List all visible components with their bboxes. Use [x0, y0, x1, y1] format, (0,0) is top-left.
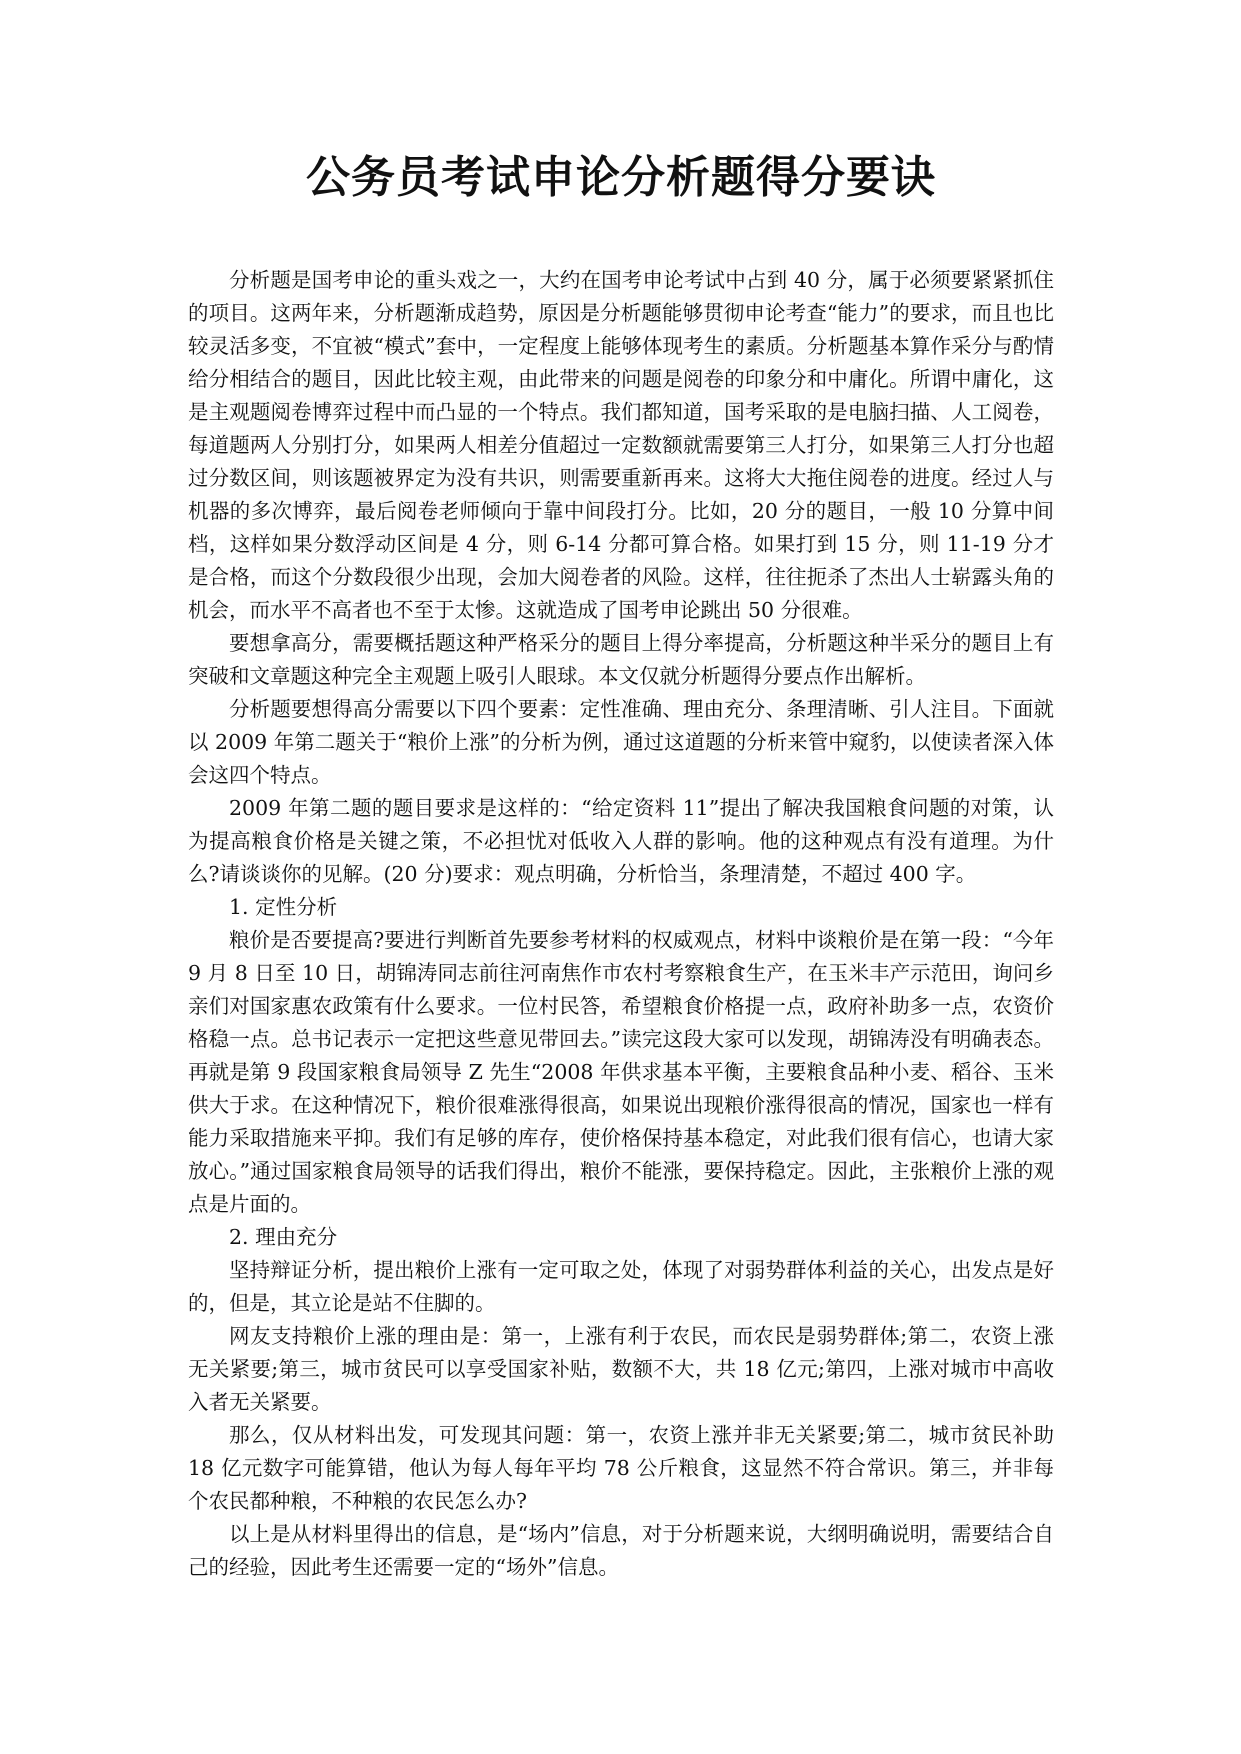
section1-paragraph-1: 粮价是否要提高?要进行判断首先要参考材料的权威观点，材料中谈粮价是在第一段：“今年 9 月 8 日至 10 日，胡锦涛同志前往河南焦作市农村考察粮食生产，在玉米丰产示范田，询问乡亲们对国家惠农政策有什么要求。一位村民答，希望粮食价格提一点，政府补助多一点，农资价格稳一点。总书记表示一定把这些意见带回去。”读完这段大家可以发现，胡锦涛没有明确表态。再就是第 9 段国家粮食局领导 Z 先生“2008 年供求基本平衡，主要粮食品种小麦、稻谷、玉米供大于求。在这种情况下，粮价很难涨得很高，如果说出现粮价涨得很高的情况，国家也一样有能力采取措施来平抑。我们有足够的库存，使价格保持基本稳定，对此我们很有信心，也请大家放心。”通过国家粮食局领导的话我们得出，粮价不能涨，要保持稳定。因此，主张粮价上涨的观点是片面的。 — [188, 928, 1054, 1216]
section-heading-2: 2. 理由充分 — [229, 1225, 338, 1249]
intro-paragraph-2: 要想拿高分，需要概括题这种严格采分的题目上得分率提高，分析题这种半采分的题目上有突破和文章题这种完全主观题上吸引人眼球。本文仅就分析题得分要点作出解析。 — [188, 631, 1054, 688]
intro-paragraph-1: 分析题是国考申论的重头戏之一，大约在国考申论考试中占到 40 分，属于必须要紧紧抓住的项目。这两年来，分析题渐成趋势，原因是分析题能够贯彻申论考查“能力”的要求，而且也比较灵活多变，不宜被“模式”套中，一定程度上能够体现考生的素质。分析题基本算作采分与酌情给分相结合的题目，因此比较主观，由此带来的问题是阅卷的印象分和中庸化。所谓中庸化，这是主观题阅卷博弈过程中而凸显的一个特点。我们都知道，国考采取的是电脑扫描、人工阅卷，每道题两人分别打分，如果两人相差分值超过一定数额就需要第三人打分，如果第三人打分也超过分数区间，则该题被界定为没有共识，则需要重新再来。这将大大拖住阅卷的进度。经过人与机器的多次博弈，最后阅卷老师倾向于靠中间段打分。比如，20 分的题目，一般 10 分算中间档，这样如果分数浮动区间是 4 分，则 6-14 分都可算合格。如果打到 15 分，则 11-19 分才是合格，而这个分数段很少出现，会加大阅卷者的风险。这样，往往扼杀了杰出人士崭露头角的机会，而水平不高者也不至于太惨。这就造成了国考申论跳出 50 分很难。 — [188, 268, 1054, 622]
intro-paragraph-3: 分析题要想得高分需要以下四个要素：定性准确、理由充分、条理清晰、引人注目。下面就以 2009 年第二题关于“粮价上涨”的分析为例，通过这道题的分析来管中窥豹，以使读者深入体会这四个特点。 — [188, 697, 1054, 787]
section2-paragraph-1: 坚持辩证分析，提出粮价上涨有一定可取之处，体现了对弱势群体利益的关心，出发点是好的，但是，其立论是站不住脚的。 — [188, 1258, 1054, 1315]
section2-paragraph-4: 以上是从材料里得出的信息，是“场内”信息，对于分析题来说，大纲明确说明，需要结合自己的经验，因此考生还需要一定的“场外”信息。 — [188, 1522, 1054, 1579]
section-heading-1: 1. 定性分析 — [229, 895, 338, 919]
document-page — [188, 150, 1054, 1584]
section2-paragraph-3: 那么，仅从材料出发，可发现其问题：第一，农资上涨并非无关紧要;第二，城市贫民补助 18 亿元数字可能算错，他认为每人每年平均 78 公斤粮食，这显然不符合常识。第三，并非每个农民都种粮，不种粮的农民怎么办? — [188, 1423, 1054, 1513]
section2-paragraph-2: 网友支持粮价上涨的理由是：第一，上涨有利于农民，而农民是弱势群体;第二，农资上涨无关紧要;第三，城市贫民可以享受国家补贴，数额不大，共 18 亿元;第四，上涨对城市中高收入者无关紧要。 — [188, 1324, 1054, 1414]
page-title: 公务员考试申论分析题得分要诀 — [306, 152, 936, 203]
intro-paragraph-4: 2009 年第二题的题目要求是这样的：“给定资料 11”提出了解决我国粮食问题的对策，认为提高粮食价格是关键之策，不必担忧对低收入人群的影响。他的这种观点有没有道理。为什么?请谈谈你的见解。(20 分)要求：观点明确，分析恰当，条理清楚，不超过 400 字。 — [188, 796, 1054, 886]
